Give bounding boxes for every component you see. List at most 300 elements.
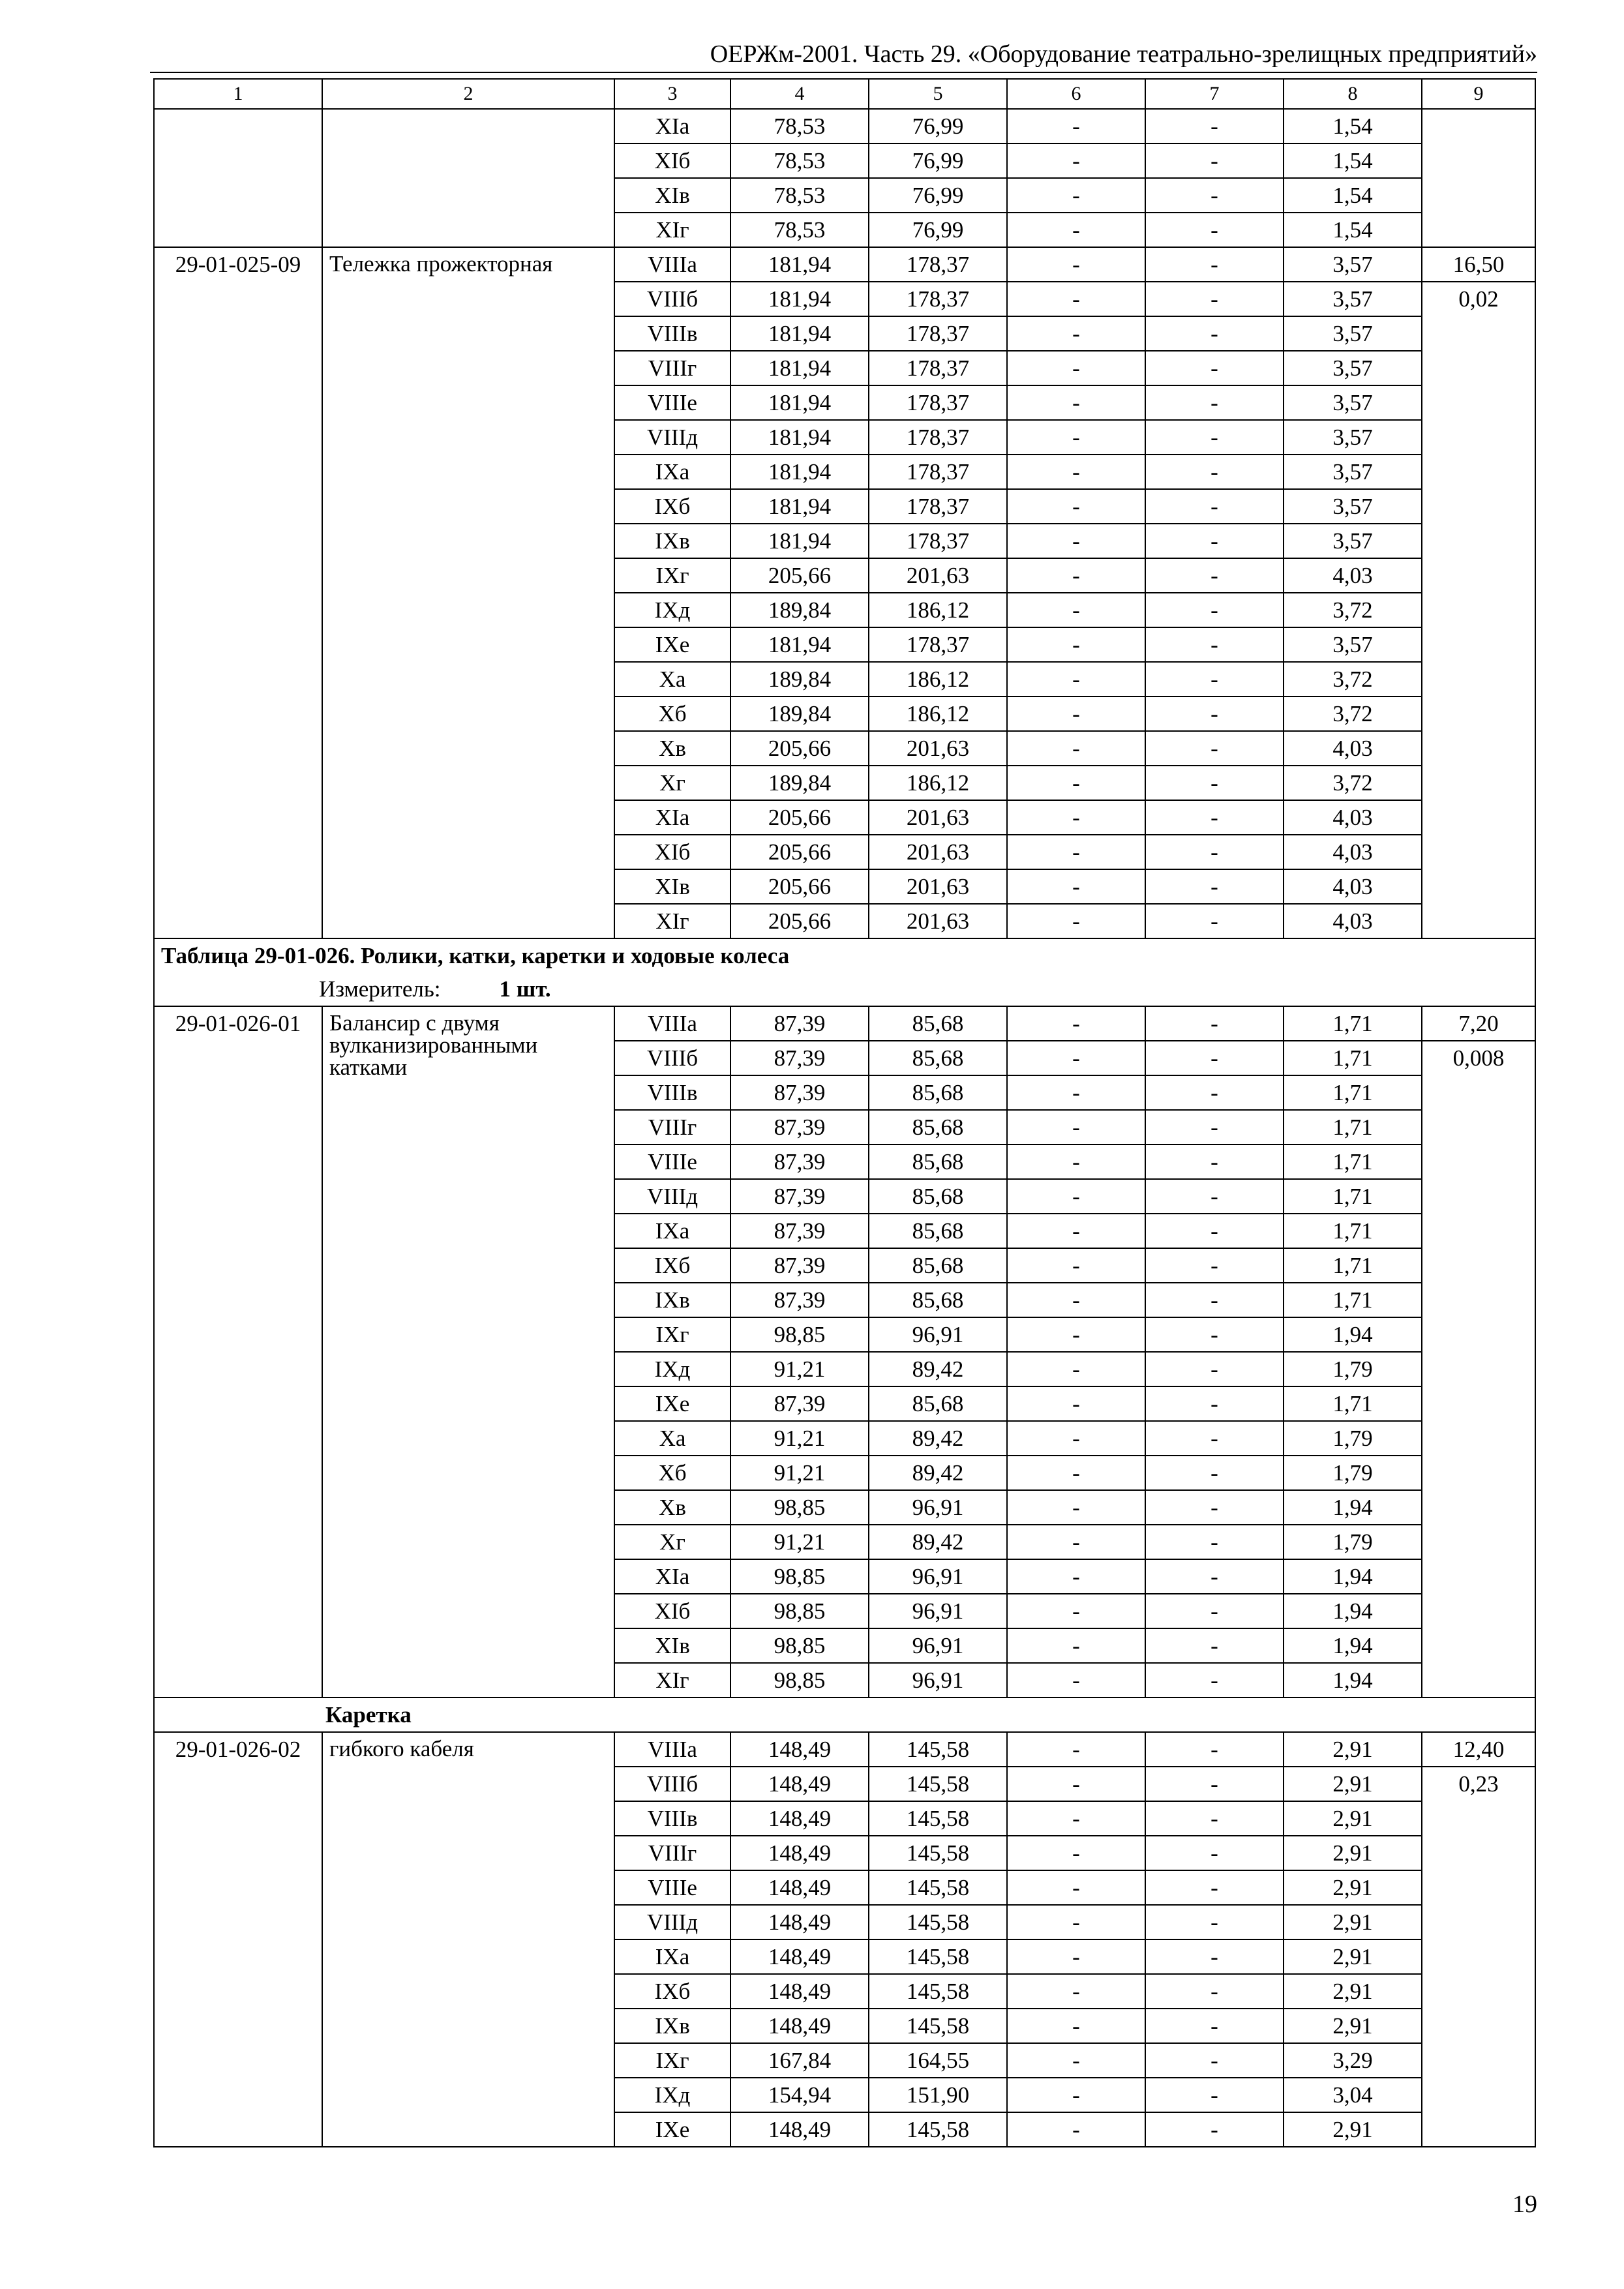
value-cell: -	[1007, 1248, 1145, 1283]
value-cell: 76,99	[869, 178, 1007, 213]
value-cell: IXб	[614, 1974, 730, 2009]
value-cell: 178,37	[869, 282, 1007, 316]
value-cell: 1,71	[1284, 1214, 1422, 1248]
value-cell: 205,66	[730, 835, 869, 869]
value-cell: 181,94	[730, 524, 869, 558]
value-cell: -	[1145, 1456, 1284, 1490]
value-cell: VIIIв	[614, 1075, 730, 1110]
value-cell: -	[1007, 1456, 1145, 1490]
value-cell: 91,21	[730, 1456, 869, 1490]
item-meta-1: 7,20	[1422, 1006, 1535, 1041]
value-cell: 154,94	[730, 2078, 869, 2112]
value-cell: XIб	[614, 835, 730, 869]
value-cell: 148,49	[730, 2009, 869, 2043]
value-cell: 181,94	[730, 316, 869, 351]
value-cell: -	[1007, 282, 1145, 316]
value-cell: 205,66	[730, 731, 869, 766]
value-cell: 3,57	[1284, 316, 1422, 351]
value-cell: -	[1007, 1144, 1145, 1179]
value-cell: 205,66	[730, 904, 869, 938]
value-cell: -	[1007, 385, 1145, 420]
value-cell: 4,03	[1284, 800, 1422, 835]
value-cell: Xв	[614, 1490, 730, 1525]
value-cell: 85,68	[869, 1179, 1007, 1214]
value-cell: XIб	[614, 1594, 730, 1628]
value-cell: 2,91	[1284, 1836, 1422, 1870]
value-cell: -	[1007, 1110, 1145, 1144]
value-cell: 205,66	[730, 558, 869, 593]
value-cell: IXe	[614, 627, 730, 662]
value-cell: 2,91	[1284, 2009, 1422, 2043]
value-cell: 1,54	[1284, 109, 1422, 143]
value-cell: VIIIб	[614, 282, 730, 316]
item-meta-1: 12,40	[1422, 1732, 1535, 1767]
value-cell: Xб	[614, 1456, 730, 1490]
name-cell	[322, 109, 614, 247]
document-header: ОЕРЖм-2001. Часть 29. «Оборудование театрально-зрелищных предприятий»	[710, 40, 1537, 68]
value-cell: 87,39	[730, 1214, 869, 1248]
value-cell: 181,94	[730, 627, 869, 662]
value-cell: IXд	[614, 2078, 730, 2112]
column-number-cell: 1	[154, 79, 322, 109]
value-cell: 186,12	[869, 662, 1007, 696]
value-cell: 164,55	[869, 2043, 1007, 2078]
value-cell: -	[1145, 282, 1284, 316]
value-cell: XIб	[614, 143, 730, 178]
header-rule	[150, 72, 1537, 73]
value-cell: 145,58	[869, 1870, 1007, 1905]
value-cell: IXг	[614, 558, 730, 593]
value-cell: 1,71	[1284, 1075, 1422, 1110]
measure-cell	[154, 972, 1535, 1006]
value-cell: 1,94	[1284, 1490, 1422, 1525]
value-cell: 1,71	[1284, 1006, 1422, 1041]
value-cell: -	[1145, 1421, 1284, 1456]
value-cell: -	[1007, 1663, 1145, 1698]
value-cell: -	[1145, 662, 1284, 696]
value-cell: 2,91	[1284, 1767, 1422, 1801]
value-cell: -	[1007, 1386, 1145, 1421]
rates-table	[153, 78, 1536, 2147]
value-cell: -	[1145, 1006, 1284, 1041]
value-cell: 78,53	[730, 213, 869, 247]
value-cell: 87,39	[730, 1041, 869, 1075]
item-meta-2: 0,02	[1422, 282, 1535, 938]
value-cell: 96,91	[869, 1628, 1007, 1663]
item-name: Балансир с двумя вулканизированными катками	[322, 1006, 614, 1698]
page-number: 19	[1512, 2191, 1537, 2218]
value-cell: XIг	[614, 1663, 730, 1698]
value-cell: 1,71	[1284, 1386, 1422, 1421]
table-row	[154, 109, 1535, 143]
value-cell: VIIIe	[614, 1144, 730, 1179]
value-cell: -	[1145, 351, 1284, 385]
value-cell: 1,71	[1284, 1248, 1422, 1283]
value-cell: IXe	[614, 1386, 730, 1421]
value-cell: -	[1145, 1317, 1284, 1352]
value-cell: 201,63	[869, 558, 1007, 593]
value-cell: -	[1007, 178, 1145, 213]
value-cell: -	[1007, 1628, 1145, 1663]
value-cell: 167,84	[730, 2043, 869, 2078]
value-cell: 3,57	[1284, 282, 1422, 316]
value-cell: 148,49	[730, 1767, 869, 1801]
column-number-cell: 4	[730, 79, 869, 109]
value-cell: 145,58	[869, 1801, 1007, 1836]
value-cell: -	[1007, 2043, 1145, 2078]
value-cell: IXa	[614, 455, 730, 489]
value-cell: -	[1007, 1732, 1145, 1767]
value-cell: IXa	[614, 1939, 730, 1974]
value-cell: 178,37	[869, 627, 1007, 662]
value-cell: -	[1145, 420, 1284, 455]
value-cell: 85,68	[869, 1144, 1007, 1179]
table-title-row	[154, 938, 1535, 972]
value-cell: 85,68	[869, 1075, 1007, 1110]
value-cell: -	[1145, 904, 1284, 938]
value-cell: XIв	[614, 869, 730, 904]
value-cell: 145,58	[869, 1905, 1007, 1939]
value-cell: -	[1145, 766, 1284, 800]
value-cell: -	[1007, 731, 1145, 766]
value-cell: -	[1145, 800, 1284, 835]
value-cell: VIIIд	[614, 1905, 730, 1939]
value-cell: 1,94	[1284, 1317, 1422, 1352]
value-cell: -	[1007, 420, 1145, 455]
value-cell: 178,37	[869, 489, 1007, 524]
value-cell: -	[1007, 1594, 1145, 1628]
value-cell: -	[1007, 1317, 1145, 1352]
value-cell: 201,63	[869, 731, 1007, 766]
value-cell: 148,49	[730, 1974, 869, 2009]
value-cell: -	[1145, 1663, 1284, 1698]
value-cell: 3,57	[1284, 385, 1422, 420]
value-cell: -	[1007, 1075, 1145, 1110]
value-cell: -	[1145, 1628, 1284, 1663]
value-cell: -	[1145, 143, 1284, 178]
value-cell: XIг	[614, 904, 730, 938]
value-cell: -	[1007, 1283, 1145, 1317]
value-cell: 1,94	[1284, 1594, 1422, 1628]
value-cell: 96,91	[869, 1490, 1007, 1525]
value-cell: -	[1145, 731, 1284, 766]
value-cell: 189,84	[730, 696, 869, 731]
value-cell: 76,99	[869, 213, 1007, 247]
column-number-row	[154, 79, 1535, 109]
value-cell: -	[1145, 2078, 1284, 2112]
value-cell: -	[1145, 1041, 1284, 1075]
column-number-cell: 7	[1145, 79, 1284, 109]
code-cell	[154, 109, 322, 247]
value-cell: 148,49	[730, 1836, 869, 1870]
value-cell: 85,68	[869, 1248, 1007, 1283]
value-cell: 3,29	[1284, 2043, 1422, 2078]
value-cell: -	[1145, 1179, 1284, 1214]
value-cell: 87,39	[730, 1006, 869, 1041]
value-cell: VIIIг	[614, 1110, 730, 1144]
value-cell: 1,94	[1284, 1559, 1422, 1594]
value-cell: -	[1145, 835, 1284, 869]
value-cell: IXe	[614, 2112, 730, 2147]
value-cell: -	[1145, 1248, 1284, 1283]
value-cell: -	[1007, 593, 1145, 627]
value-cell: 178,37	[869, 385, 1007, 420]
value-cell: 181,94	[730, 351, 869, 385]
value-cell: -	[1007, 1421, 1145, 1456]
value-cell: -	[1007, 662, 1145, 696]
value-cell: 145,58	[869, 2112, 1007, 2147]
value-cell: 3,72	[1284, 593, 1422, 627]
value-cell: 2,91	[1284, 1801, 1422, 1836]
item-code: 29-01-026-01	[154, 1006, 322, 1698]
value-cell: -	[1145, 1594, 1284, 1628]
value-cell: 4,03	[1284, 869, 1422, 904]
value-cell: 2,91	[1284, 1870, 1422, 1905]
value-cell: 148,49	[730, 1801, 869, 1836]
value-cell: 1,54	[1284, 143, 1422, 178]
value-cell: -	[1007, 627, 1145, 662]
column-number-cell: 3	[614, 79, 730, 109]
value-cell: -	[1145, 1836, 1284, 1870]
value-cell: VIIIe	[614, 385, 730, 420]
value-cell: VIIIe	[614, 1870, 730, 1905]
column-number-cell: 6	[1007, 79, 1145, 109]
subheading-row	[154, 1698, 1535, 1732]
meta-cell	[1422, 109, 1535, 247]
value-cell: 3,72	[1284, 766, 1422, 800]
value-cell: -	[1007, 109, 1145, 143]
value-cell: 3,57	[1284, 489, 1422, 524]
value-cell: 76,99	[869, 109, 1007, 143]
value-cell: 96,91	[869, 1594, 1007, 1628]
value-cell: 87,39	[730, 1283, 869, 1317]
value-cell: 85,68	[869, 1041, 1007, 1075]
value-cell: 1,79	[1284, 1456, 1422, 1490]
value-cell: 2,91	[1284, 1905, 1422, 1939]
item-name: Тележка прожекторная	[322, 247, 614, 938]
value-cell: 145,58	[869, 2009, 1007, 2043]
measure-value: 1 шт.	[499, 976, 551, 1002]
value-cell: -	[1145, 869, 1284, 904]
value-cell: 96,91	[869, 1317, 1007, 1352]
value-cell: 91,21	[730, 1525, 869, 1559]
value-cell: 181,94	[730, 385, 869, 420]
value-cell: -	[1145, 1939, 1284, 1974]
value-cell: -	[1145, 1386, 1284, 1421]
value-cell: 89,42	[869, 1525, 1007, 1559]
value-cell: XIa	[614, 1559, 730, 1594]
value-cell: IXд	[614, 1352, 730, 1386]
value-cell: 2,91	[1284, 1974, 1422, 2009]
item-code: 29-01-025-09	[154, 247, 322, 938]
value-cell: IXв	[614, 2009, 730, 2043]
value-cell: 85,68	[869, 1386, 1007, 1421]
value-cell: -	[1007, 2078, 1145, 2112]
value-cell: 98,85	[730, 1663, 869, 1698]
value-cell: -	[1145, 109, 1284, 143]
value-cell: 78,53	[730, 109, 869, 143]
value-cell: -	[1007, 1870, 1145, 1905]
value-cell: 189,84	[730, 766, 869, 800]
value-cell: VIIIг	[614, 1836, 730, 1870]
value-cell: -	[1145, 1352, 1284, 1386]
value-cell: 1,71	[1284, 1041, 1422, 1075]
value-cell: -	[1007, 1352, 1145, 1386]
value-cell: -	[1007, 1559, 1145, 1594]
value-cell: 1,94	[1284, 1628, 1422, 1663]
value-cell: VIIIa	[614, 1006, 730, 1041]
table-title: Таблица 29-01-026. Ролики, катки, каретки и ходовые колеса	[154, 938, 1535, 972]
value-cell: 178,37	[869, 524, 1007, 558]
value-cell: -	[1145, 489, 1284, 524]
value-cell: -	[1007, 696, 1145, 731]
value-cell: -	[1007, 1214, 1145, 1248]
value-cell: 4,03	[1284, 835, 1422, 869]
value-cell: -	[1007, 489, 1145, 524]
value-cell: IXд	[614, 593, 730, 627]
value-cell: -	[1145, 1559, 1284, 1594]
value-cell: 2,91	[1284, 2112, 1422, 2147]
value-cell: IXб	[614, 489, 730, 524]
value-cell: 3,72	[1284, 662, 1422, 696]
table-row	[154, 247, 1535, 282]
value-cell: 87,39	[730, 1110, 869, 1144]
value-cell: 3,04	[1284, 2078, 1422, 2112]
value-cell: -	[1145, 1283, 1284, 1317]
value-cell: 186,12	[869, 766, 1007, 800]
measure-label: Измеритель:	[319, 976, 441, 1002]
value-cell: 87,39	[730, 1144, 869, 1179]
value-cell: IXa	[614, 1214, 730, 1248]
value-cell: 85,68	[869, 1006, 1007, 1041]
value-cell: 181,94	[730, 455, 869, 489]
value-cell: IXв	[614, 1283, 730, 1317]
value-cell: -	[1145, 316, 1284, 351]
value-cell: 3,57	[1284, 351, 1422, 385]
value-cell: IXб	[614, 1248, 730, 1283]
table-row	[154, 1006, 1535, 1041]
value-cell: 78,53	[730, 143, 869, 178]
value-cell: 98,85	[730, 1559, 869, 1594]
value-cell: XIв	[614, 178, 730, 213]
value-cell: -	[1007, 1006, 1145, 1041]
value-cell: 181,94	[730, 247, 869, 282]
value-cell: -	[1007, 247, 1145, 282]
column-number-cell: 8	[1284, 79, 1422, 109]
value-cell: Xб	[614, 696, 730, 731]
value-cell: 3,57	[1284, 524, 1422, 558]
value-cell: 4,03	[1284, 904, 1422, 938]
value-cell: 151,90	[869, 2078, 1007, 2112]
value-cell: -	[1007, 558, 1145, 593]
value-cell: VIIIa	[614, 1732, 730, 1767]
value-cell: -	[1007, 1836, 1145, 1870]
value-cell: 96,91	[869, 1559, 1007, 1594]
value-cell: -	[1145, 593, 1284, 627]
value-cell: XIa	[614, 800, 730, 835]
column-number-cell: 5	[869, 79, 1007, 109]
value-cell: Xв	[614, 731, 730, 766]
value-cell: -	[1007, 524, 1145, 558]
value-cell: VIIIд	[614, 1179, 730, 1214]
value-cell: 1,79	[1284, 1525, 1422, 1559]
subheading-text: Каретка	[325, 1702, 412, 1728]
item-meta-2: 0,008	[1422, 1041, 1535, 1698]
value-cell: -	[1145, 2112, 1284, 2147]
value-cell: -	[1145, 213, 1284, 247]
value-cell: 98,85	[730, 1317, 869, 1352]
value-cell: 201,63	[869, 835, 1007, 869]
column-number-cell: 9	[1422, 79, 1535, 109]
rates-table-body	[154, 79, 1535, 2147]
value-cell: 89,42	[869, 1421, 1007, 1456]
value-cell: 3,57	[1284, 455, 1422, 489]
value-cell: 181,94	[730, 489, 869, 524]
value-cell: 1,54	[1284, 213, 1422, 247]
value-cell: -	[1007, 1179, 1145, 1214]
value-cell: 78,53	[730, 178, 869, 213]
value-cell: 89,42	[869, 1456, 1007, 1490]
value-cell: -	[1007, 1801, 1145, 1836]
value-cell: 148,49	[730, 1939, 869, 1974]
value-cell: -	[1007, 143, 1145, 178]
value-cell: -	[1145, 1905, 1284, 1939]
value-cell: Xг	[614, 1525, 730, 1559]
value-cell: -	[1145, 1075, 1284, 1110]
value-cell: -	[1007, 1525, 1145, 1559]
value-cell: 89,42	[869, 1352, 1007, 1386]
value-cell: -	[1007, 869, 1145, 904]
value-cell: 201,63	[869, 800, 1007, 835]
value-cell: 1,79	[1284, 1352, 1422, 1386]
value-cell: 87,39	[730, 1075, 869, 1110]
value-cell: Xa	[614, 1421, 730, 1456]
value-cell: -	[1145, 1144, 1284, 1179]
value-cell: XIв	[614, 1628, 730, 1663]
value-cell: -	[1145, 1214, 1284, 1248]
value-cell: 3,57	[1284, 627, 1422, 662]
value-cell: -	[1145, 1801, 1284, 1836]
value-cell: 205,66	[730, 800, 869, 835]
value-cell: 1,94	[1284, 1663, 1422, 1698]
value-cell: 205,66	[730, 869, 869, 904]
value-cell: 4,03	[1284, 731, 1422, 766]
value-cell: 4,03	[1284, 558, 1422, 593]
value-cell: -	[1007, 1767, 1145, 1801]
value-cell: -	[1007, 904, 1145, 938]
value-cell: -	[1145, 247, 1284, 282]
value-cell: 96,91	[869, 1663, 1007, 1698]
value-cell: 148,49	[730, 1732, 869, 1767]
item-meta-2: 0,23	[1422, 1767, 1535, 2147]
value-cell: 98,85	[730, 1490, 869, 1525]
value-cell: XIг	[614, 213, 730, 247]
value-cell: 85,68	[869, 1110, 1007, 1144]
value-cell: -	[1007, 2112, 1145, 2147]
value-cell: VIIIб	[614, 1041, 730, 1075]
value-cell: 181,94	[730, 420, 869, 455]
value-cell: 178,37	[869, 247, 1007, 282]
value-cell: 2,91	[1284, 1939, 1422, 1974]
value-cell: 91,21	[730, 1352, 869, 1386]
value-cell: 98,85	[730, 1594, 869, 1628]
value-cell: 145,58	[869, 1974, 1007, 2009]
value-cell: 189,84	[730, 593, 869, 627]
value-cell: 178,37	[869, 455, 1007, 489]
item-code: 29-01-026-02	[154, 1732, 322, 2147]
value-cell: 3,57	[1284, 247, 1422, 282]
value-cell: 145,58	[869, 1732, 1007, 1767]
